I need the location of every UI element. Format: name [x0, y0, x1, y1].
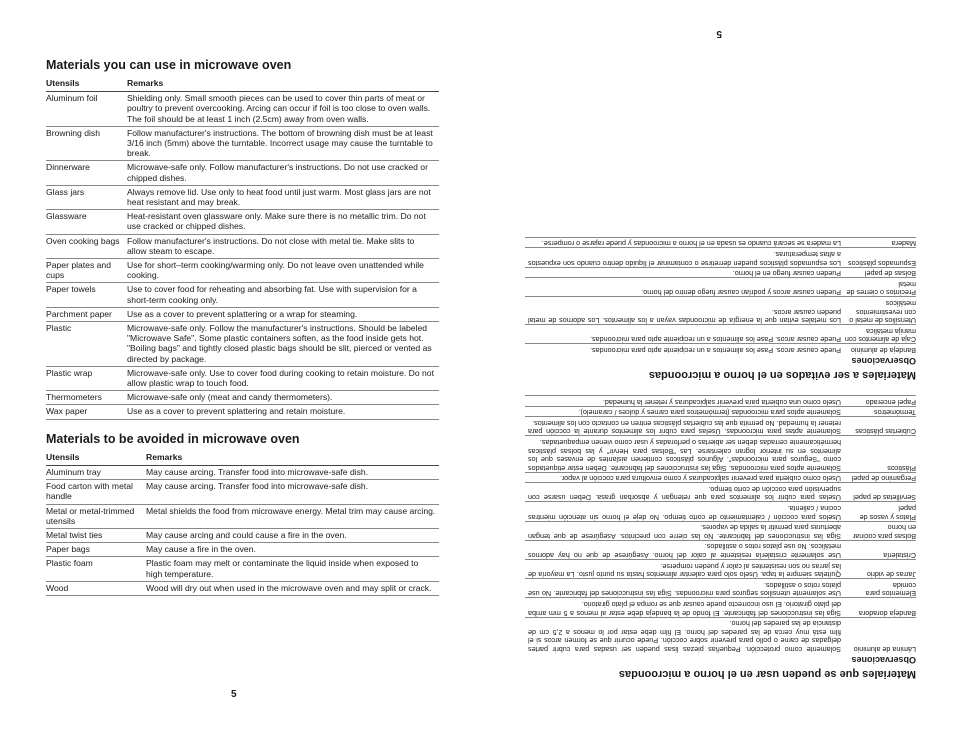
utensil-cell: Oven cooking bags	[46, 234, 127, 258]
remark-cell: Solamente aptas para microondas. Úselas para cubrir los alimentos durante la cocción para retener la humedad. No permita que las cubiertas plásticas entren en contacto con los alimentos.	[525, 417, 841, 436]
table-row	[46, 504, 439, 528]
utensil-cell: Plastic foam	[46, 557, 146, 581]
remark-cell: May cause arcing. Transfer food into microwave-safe dish.	[146, 480, 439, 504]
utensil-cell: Elementos para comida	[841, 579, 916, 598]
remark-cell: Use for short–term cooking/warming only. Do not leave oven unattended while cooking.	[127, 259, 439, 283]
utensil-cell: Platos y vasos de papel	[841, 502, 916, 521]
utensil-cell: Termómetros	[841, 406, 916, 417]
utensil-cell: Browning dish	[46, 126, 127, 161]
remark-cell: Solamente como protección. Pequeñas piezas lisas pueden ser usadas para cubrir partes delgadas de carne o pollo para prevenir sobre cocción. Puede ocurrir que se formen arcos si el film está muy cerca de las paredes del horno. El film debe estar por lo menos a 2,5 cm de distancia de las paredes del horno.	[525, 617, 841, 653]
materials-avoid-title: Materials to be avoided in microwave oven	[46, 431, 300, 446]
utensil-cell: Parchment paper	[46, 307, 127, 321]
remark-cell: Always remove lid. Use only to heat food until just warm. Most glass jars are not heat resistant and may break.	[127, 185, 439, 209]
table-row	[46, 283, 439, 307]
remark-cell: Shielding only. Small smooth pieces can be used to cover thin parts of meat or poultry to prevent overcooking. Arcing can occur if foil is too close to oven walls. The foil should be at least 1 inch (2.5cm) away from oven walls.	[127, 92, 439, 127]
utensil-cell: Paper bags	[46, 543, 146, 557]
utensil-cell: Plastic wrap	[46, 366, 127, 390]
remark-cell: May cause a fire in the oven.	[146, 543, 439, 557]
remark-cell: Pueden causar fuego en el horno.	[525, 267, 841, 278]
table-row	[46, 126, 439, 161]
remark-cell: Úselo como cubierta para prevenir salpicaduras y como envoltura para cocción al vapor.	[525, 472, 841, 483]
utensil-cell: Thermometers	[46, 391, 127, 405]
remark-cell: Use solamente cristalería resistente al calor del horno. Asegúrese de que no hay adornos metálicos. No use platos rotos o astillados.	[525, 540, 841, 559]
remark-cell: Follow manufacturer's instructions. Do not close with metal tie. Make slits to allow steam to escape.	[127, 234, 439, 258]
page-number: 5	[231, 689, 237, 700]
table-row	[525, 344, 916, 354]
remark-cell: Úselo como una cubierta para prevenir salpicaduras y retener la humedad.	[525, 395, 841, 406]
utensil-cell: Dinnerware	[46, 161, 127, 185]
utensil-cell: Utensilios de metal o con revestimientos metálicos	[841, 297, 916, 325]
materials-can-use-title: Materials you can use in microwave oven	[46, 58, 292, 72]
col-remarks: Remarks	[127, 77, 439, 92]
utensil-cell: Plastic	[46, 322, 127, 367]
utensil-cell: Bandeja de aluminio	[841, 344, 916, 354]
materials-can-use-rows	[46, 92, 439, 419]
table-row	[525, 248, 916, 267]
utensil-cell: Caja de alimentos con manija metálica	[841, 325, 916, 344]
utensil-cell: Plásticos	[841, 436, 916, 472]
utensil-cell: Paper towels	[46, 283, 127, 307]
utensil-cell: Bolsas para cocinar en horno	[841, 521, 916, 540]
remark-cell: Metal shields the food from microwave energy. Metal trim may cause arcing.	[146, 504, 439, 528]
utensil-cell: Jarras de vidrio	[841, 560, 916, 579]
remark-cell: Puede causar arcos. Pase los alimentos a un recipiente apto para microondas.	[525, 325, 841, 344]
utensil-cell: Cristalería	[841, 540, 916, 559]
table-header	[46, 77, 439, 92]
table-row	[46, 92, 439, 127]
utensil-cell: Aluminum tray	[46, 465, 146, 479]
table-row	[46, 234, 439, 258]
table-row	[525, 278, 916, 297]
utensil-cell: Cubiertas plásticas	[841, 417, 916, 436]
table-row	[525, 267, 916, 278]
remark-cell: May cause arcing. Transfer food into microwave-safe dish.	[146, 465, 439, 479]
utensil-cell: Glassware	[46, 210, 127, 234]
table-row	[525, 297, 916, 325]
utensil-cell: Precintos o cierres de metal	[841, 278, 916, 297]
table-row	[46, 557, 439, 581]
remark-cell: Solamente aptos para microondas (termómetros para carnes y dulces / caramelo).	[525, 406, 841, 417]
materials-avoid-table	[46, 451, 439, 596]
col-utensils: Utensils	[46, 77, 127, 92]
table-row	[525, 560, 916, 579]
utensil-cell: Metal twist ties	[46, 528, 146, 542]
col-utensils: Utensils	[46, 451, 146, 466]
table-row	[46, 161, 439, 185]
utensil-cell: Bandeja doradora	[841, 598, 916, 617]
remark-cell: Heat-resistant oven glassware only. Make sure there is no metallic trim. Do not use cracked or chipped dishes.	[127, 210, 439, 234]
remark-cell: Microwave-safe only. Use to cover food during cooking to retain moisture. Do not allow plastic wrap to touch food.	[127, 366, 439, 390]
table-row	[525, 598, 916, 617]
utensil-cell: Bolsas de papel	[841, 267, 916, 278]
remark-cell: Siga las instrucciones del fabricante. No las cierre con precintos. Asegúrese de que tengan aberturas para permitir la salida de vapores.	[525, 521, 841, 540]
spanish-page-rotated	[477, 0, 954, 738]
remark-cell: Pueden causar arcos y podrían causar fuego dentro del horno.	[525, 278, 841, 297]
materials-can-use-table	[46, 77, 439, 420]
table-row	[46, 391, 439, 405]
materiales-evitar-table	[525, 237, 916, 354]
utensil-cell: Lámina de aluminio	[841, 617, 916, 653]
remark-cell: La madera se secará cuando es usada en el horno a microondas y puede rajarse o romperse.	[525, 237, 841, 248]
table-row	[525, 579, 916, 598]
table-row	[46, 528, 439, 542]
utensil-cell: Glass jars	[46, 185, 127, 209]
remark-cell: Los metales evitan que la energía de microondas vayan a los alimentos. Los adornos de metal pueden causar arcos.	[525, 297, 841, 325]
table-row	[46, 210, 439, 234]
table-header	[46, 451, 439, 466]
remark-cell: Plastic foam may melt or contaminate the liquid inside when exposed to high temperature.	[146, 557, 439, 581]
table-row	[525, 436, 916, 472]
remark-cell: Follow manufacturer's instructions. The bottom of browning dish must be at least 3/16 inch (5mm) above the turntable. Incorrect usage may cause the turntable to break.	[127, 126, 439, 161]
remark-cell: Puede causar arcos. Pase los alimentos a un recipiente apto para microondas.	[525, 344, 841, 354]
materials-avoid-rows	[46, 465, 439, 595]
table-row	[46, 259, 439, 283]
table-row	[525, 325, 916, 344]
table-row	[46, 480, 439, 504]
remark-cell: Wood will dry out when used in the microwave oven and may split or crack.	[146, 581, 439, 595]
table-row	[46, 465, 439, 479]
table-row	[525, 502, 916, 521]
spacer	[525, 381, 916, 395]
remark-cell: Microwave-safe only. Follow manufacturer's instructions. Do not use cracked or chipped dishes.	[127, 161, 439, 185]
table-row	[46, 543, 439, 557]
table-row	[525, 417, 916, 436]
utensil-cell: Food carton with metal handle	[46, 480, 146, 504]
utensil-cell: Wax paper	[46, 405, 127, 419]
remark-cell: Quítelas siempre la tapa. Úselo solo para calentar alimentos hasta su punto justo. La mayoría de las jarras no son resistentes al calor y pueden romperse.	[525, 560, 841, 579]
observaciones-header: Observaciones	[851, 655, 916, 665]
materiales-usar-title: Materiales que se pueden usar en el horno a microondas	[618, 668, 916, 680]
observaciones-header-2: Observaciones	[851, 355, 916, 366]
utensil-cell: Madera	[841, 237, 916, 248]
table-row	[46, 307, 439, 321]
utensil-cell: Pergamino de papel	[841, 472, 916, 483]
table-row	[525, 406, 916, 417]
remark-cell: May cause arcing and could cause a fire in the oven.	[146, 528, 439, 542]
remark-cell: Use as a cover to prevent splattering or a wrap for steaming.	[127, 307, 439, 321]
remark-cell: Use as a cover to prevent splattering and retain moisture.	[127, 405, 439, 419]
table-row	[46, 366, 439, 390]
utensil-cell: Papel encerado	[841, 395, 916, 406]
utensil-cell: Espumados plásticos	[841, 248, 916, 267]
table-row	[525, 483, 916, 502]
utensil-cell: Wood	[46, 581, 146, 595]
table-row	[525, 395, 916, 406]
remark-cell: Solamente aptos para microondas. Siga las instrucciones del fabricante. Deben estar etiquetados como "Seguros para microondas". Algunos plásticos contienen aislantes de envases que los alimentos en su interior logran calentarse. Las "Bolsas para Hervir" y las bolsas plásticas herméticamente cerradas deben ser abiertas o perforadas y usar como vienen empaquetadas.	[525, 436, 841, 472]
utensil-cell: Paper plates and cups	[46, 259, 127, 283]
remark-cell: Microwave-safe only. Follow the manufacturer's instructions. Should be labeled "Microwave Safe". Some plastic containers soften, as the food inside gets hot. "Boiling bags" and tightly closed plastic bags should be slit, pierced or vented as directed by package.	[127, 322, 439, 367]
remark-cell: Use to cover food for reheating and absorbing fat. Use with supervision for a short-term cooking only.	[127, 283, 439, 307]
remark-cell: Los espumados plásticos pueden derretirse o contaminar el líquido dentro cuando son expuestos a altas temperaturas.	[525, 248, 841, 267]
table-row	[525, 237, 916, 248]
table-row	[46, 581, 439, 595]
table-row	[525, 540, 916, 559]
remark-cell: Siga las instrucciones del fabricante. El fondo de la bandeja debe estar al menos a 5 mm arriba del plato giratorio. El uso incorrecto puede causar que se rompa el plato giratorio.	[525, 598, 841, 617]
materiales-usar-rows	[525, 395, 916, 653]
table-row	[46, 405, 439, 419]
utensil-cell: Servilletas de papel	[841, 483, 916, 502]
table-row	[525, 521, 916, 540]
utensil-cell: Metal or metal-trimmed utensils	[46, 504, 146, 528]
remark-cell: Úselas para cubrir los alimentos para que retengan y absorban grasa. Deben usarse con supervisión para cocción de corto tiempo.	[525, 483, 841, 502]
table-row	[525, 472, 916, 483]
page-number-es: 5	[716, 28, 722, 39]
table-row	[46, 322, 439, 367]
materiales-usar-table	[525, 395, 916, 653]
materiales-evitar-rows	[525, 237, 916, 354]
materiales-evitar-title: Materiales a ser evitados en el horno a microondas	[648, 368, 916, 381]
col-remarks: Remarks	[146, 451, 439, 466]
table-row	[525, 617, 916, 653]
remark-cell: Úselos para cocción / calentamiento de corto tiempo. No deje el horno sin atención mientras cocina / calienta.	[525, 502, 841, 521]
remark-cell: Microwave-safe only (meat and candy thermometers).	[127, 391, 439, 405]
remark-cell: Use solamente utensilios seguros para microondas. Siga las instrucciones del fabricante. No use platos rotos o astillados.	[525, 579, 841, 598]
utensil-cell: Aluminum foil	[46, 92, 127, 127]
table-row	[46, 185, 439, 209]
